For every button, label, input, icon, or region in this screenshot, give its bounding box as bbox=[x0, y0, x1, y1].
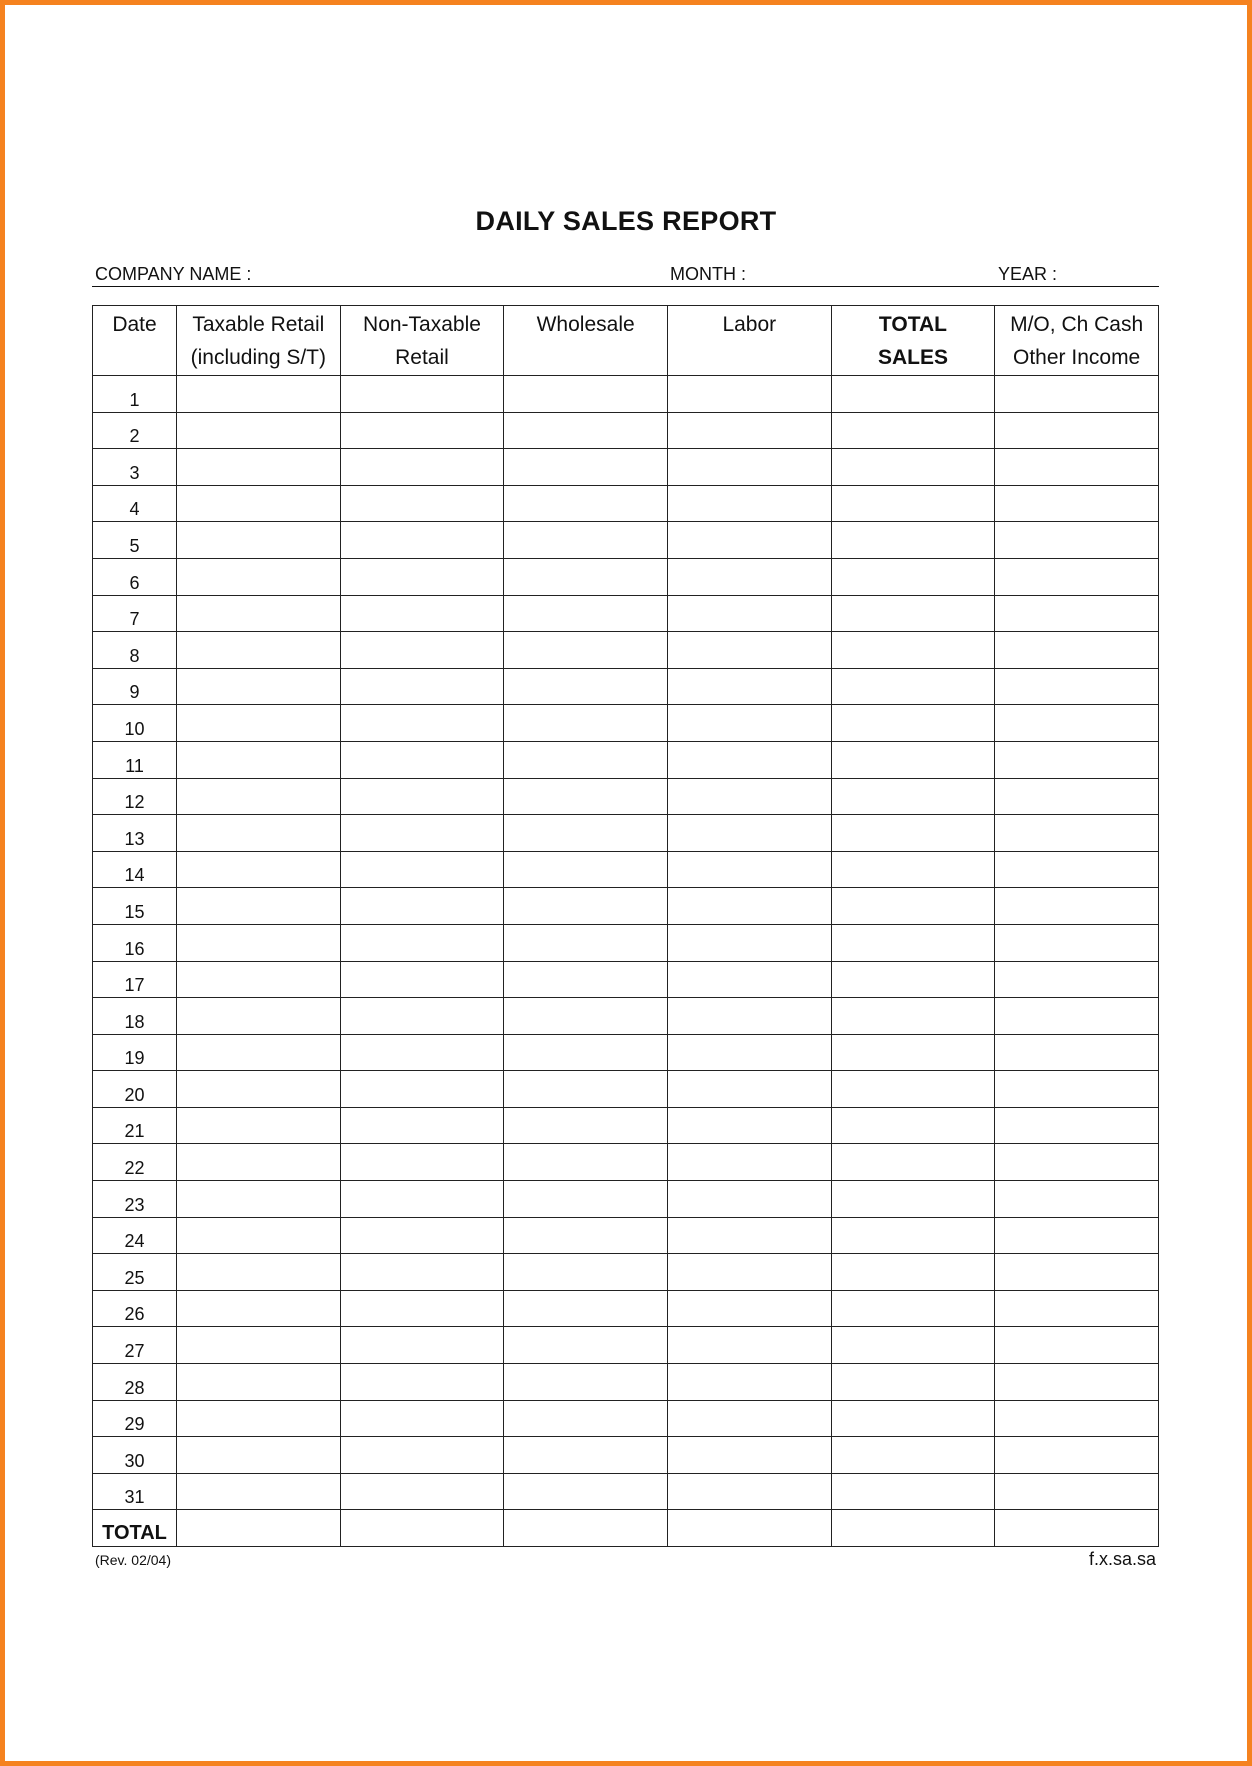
table-row bbox=[93, 1107, 1159, 1144]
total-sales-cell[interactable] bbox=[831, 1107, 995, 1144]
table-row bbox=[93, 1327, 1159, 1364]
labor-cell[interactable] bbox=[667, 449, 831, 486]
date-cell: 28 bbox=[93, 1364, 177, 1401]
non-taxable-retail-cell[interactable] bbox=[340, 1327, 504, 1364]
date-cell: 9 bbox=[93, 668, 177, 705]
taxable-retail-cell[interactable] bbox=[177, 595, 341, 632]
non-taxable-retail-cell[interactable] bbox=[340, 1290, 504, 1327]
date-cell: 30 bbox=[93, 1437, 177, 1474]
labor-cell[interactable] bbox=[667, 998, 831, 1035]
labor-cell[interactable] bbox=[667, 522, 831, 559]
total-sales-cell[interactable] bbox=[831, 815, 995, 852]
other-income-cell[interactable] bbox=[995, 595, 1159, 632]
header-info-line bbox=[92, 264, 1159, 287]
date-cell: 27 bbox=[93, 1327, 177, 1364]
date-cell: 15 bbox=[93, 888, 177, 925]
non-taxable-retail-cell[interactable] bbox=[340, 741, 504, 778]
wholesale-cell[interactable] bbox=[504, 1364, 668, 1401]
taxable-retail-cell[interactable] bbox=[177, 1071, 341, 1108]
other-income-cell[interactable] bbox=[995, 1254, 1159, 1291]
non-taxable-retail-cell[interactable] bbox=[340, 1181, 504, 1218]
wholesale-cell[interactable] bbox=[504, 1107, 668, 1144]
other-income-cell[interactable] bbox=[995, 1510, 1159, 1547]
wholesale-cell[interactable] bbox=[504, 1217, 668, 1254]
non-taxable-retail-cell[interactable] bbox=[340, 1437, 504, 1474]
labor-cell[interactable] bbox=[667, 1217, 831, 1254]
total-sales-cell[interactable] bbox=[831, 924, 995, 961]
wholesale-cell[interactable] bbox=[504, 1290, 668, 1327]
total-sales-cell[interactable] bbox=[831, 961, 995, 998]
table-row bbox=[93, 1290, 1159, 1327]
non-taxable-retail-cell[interactable] bbox=[340, 449, 504, 486]
table-row bbox=[93, 1181, 1159, 1218]
wholesale-cell[interactable] bbox=[504, 1473, 668, 1510]
taxable-retail-cell[interactable] bbox=[177, 998, 341, 1035]
wholesale-cell[interactable] bbox=[504, 888, 668, 925]
wholesale-cell[interactable] bbox=[504, 376, 668, 413]
non-taxable-retail-cell[interactable] bbox=[340, 558, 504, 595]
total-sales-cell[interactable] bbox=[831, 1217, 995, 1254]
total-sales-cell[interactable] bbox=[831, 851, 995, 888]
date-cell: 14 bbox=[93, 851, 177, 888]
non-taxable-retail-cell[interactable] bbox=[340, 1107, 504, 1144]
total-sales-cell[interactable] bbox=[831, 412, 995, 449]
taxable-retail-cell[interactable] bbox=[177, 1510, 341, 1547]
other-income-cell[interactable] bbox=[995, 1437, 1159, 1474]
table-row bbox=[93, 1217, 1159, 1254]
other-income-cell[interactable] bbox=[995, 998, 1159, 1035]
table-row bbox=[93, 1254, 1159, 1291]
labor-cell[interactable] bbox=[667, 485, 831, 522]
labor-cell[interactable] bbox=[667, 632, 831, 669]
labor-cell[interactable] bbox=[667, 1364, 831, 1401]
taxable-retail-cell[interactable] bbox=[177, 1327, 341, 1364]
other-income-cell[interactable] bbox=[995, 1400, 1159, 1437]
date-cell: 17 bbox=[93, 961, 177, 998]
table-row bbox=[93, 705, 1159, 742]
labor-cell[interactable] bbox=[667, 668, 831, 705]
non-taxable-retail-cell[interactable] bbox=[340, 1144, 504, 1181]
revision-note: (Rev. 02/04) bbox=[95, 1552, 171, 1568]
table-row bbox=[93, 1473, 1159, 1510]
taxable-retail-cell[interactable] bbox=[177, 1400, 341, 1437]
labor-cell[interactable] bbox=[667, 1254, 831, 1291]
taxable-retail-cell[interactable] bbox=[177, 1034, 341, 1071]
labor-cell[interactable] bbox=[667, 1437, 831, 1474]
date-cell: 16 bbox=[93, 924, 177, 961]
non-taxable-retail-cell[interactable] bbox=[340, 1510, 504, 1547]
other-income-cell[interactable] bbox=[995, 1144, 1159, 1181]
taxable-retail-cell[interactable] bbox=[177, 449, 341, 486]
other-income-cell[interactable] bbox=[995, 1364, 1159, 1401]
non-taxable-retail-cell[interactable] bbox=[340, 376, 504, 413]
total-sales-cell[interactable] bbox=[831, 522, 995, 559]
wholesale-cell[interactable] bbox=[504, 1181, 668, 1218]
wholesale-cell[interactable] bbox=[504, 668, 668, 705]
total-sales-cell[interactable] bbox=[831, 1364, 995, 1401]
table-row bbox=[93, 1144, 1159, 1181]
labor-cell[interactable] bbox=[667, 815, 831, 852]
other-income-cell[interactable] bbox=[995, 412, 1159, 449]
other-income-cell[interactable] bbox=[995, 815, 1159, 852]
date-cell: 24 bbox=[93, 1217, 177, 1254]
date-cell: TOTAL bbox=[93, 1510, 177, 1547]
labor-cell[interactable] bbox=[667, 1034, 831, 1071]
non-taxable-retail-cell[interactable] bbox=[340, 632, 504, 669]
labor-cell[interactable] bbox=[667, 1327, 831, 1364]
non-taxable-retail-cell[interactable] bbox=[340, 778, 504, 815]
non-taxable-retail-cell[interactable] bbox=[340, 961, 504, 998]
other-income-cell[interactable] bbox=[995, 1473, 1159, 1510]
date-cell: 20 bbox=[93, 1071, 177, 1108]
date-cell: 18 bbox=[93, 998, 177, 1035]
total-sales-cell[interactable] bbox=[831, 558, 995, 595]
labor-cell[interactable] bbox=[667, 1144, 831, 1181]
other-income-cell[interactable] bbox=[995, 449, 1159, 486]
taxable-retail-cell[interactable] bbox=[177, 1181, 341, 1218]
wholesale-cell[interactable] bbox=[504, 1400, 668, 1437]
non-taxable-retail-cell[interactable] bbox=[340, 412, 504, 449]
taxable-retail-cell[interactable] bbox=[177, 668, 341, 705]
wholesale-cell[interactable] bbox=[504, 1437, 668, 1474]
non-taxable-retail-cell[interactable] bbox=[340, 815, 504, 852]
total-sales-cell[interactable] bbox=[831, 1034, 995, 1071]
labor-cell[interactable] bbox=[667, 851, 831, 888]
labor-cell[interactable] bbox=[667, 705, 831, 742]
total-sales-cell[interactable] bbox=[831, 595, 995, 632]
date-cell: 19 bbox=[93, 1034, 177, 1071]
non-taxable-retail-cell[interactable] bbox=[340, 705, 504, 742]
table-row bbox=[93, 741, 1159, 778]
labor-cell[interactable] bbox=[667, 1107, 831, 1144]
labor-cell[interactable] bbox=[667, 961, 831, 998]
total-sales-cell[interactable] bbox=[831, 1254, 995, 1291]
non-taxable-retail-cell[interactable] bbox=[340, 485, 504, 522]
table-row bbox=[93, 595, 1159, 632]
labor-cell[interactable] bbox=[667, 1400, 831, 1437]
non-taxable-retail-cell[interactable] bbox=[340, 1071, 504, 1108]
labor-cell[interactable] bbox=[667, 1181, 831, 1218]
other-income-cell[interactable] bbox=[995, 924, 1159, 961]
table-row bbox=[93, 888, 1159, 925]
other-income-cell[interactable] bbox=[995, 376, 1159, 413]
total-sales-cell[interactable] bbox=[831, 1071, 995, 1108]
date-cell: 8 bbox=[93, 632, 177, 669]
taxable-retail-cell[interactable] bbox=[177, 376, 341, 413]
date-cell: 26 bbox=[93, 1290, 177, 1327]
non-taxable-retail-cell[interactable] bbox=[340, 1034, 504, 1071]
date-cell: 23 bbox=[93, 1181, 177, 1218]
col-header-non-taxable-retail: Non-Taxable Retail bbox=[340, 306, 504, 376]
non-taxable-retail-cell[interactable] bbox=[340, 888, 504, 925]
wholesale-cell[interactable] bbox=[504, 1327, 668, 1364]
labor-cell[interactable] bbox=[667, 741, 831, 778]
total-sales-cell[interactable] bbox=[831, 1327, 995, 1364]
date-cell: 13 bbox=[93, 815, 177, 852]
other-income-cell[interactable] bbox=[995, 1071, 1159, 1108]
labor-cell[interactable] bbox=[667, 1290, 831, 1327]
other-income-cell[interactable] bbox=[995, 522, 1159, 559]
labor-cell[interactable] bbox=[667, 1473, 831, 1510]
labor-cell[interactable] bbox=[667, 1510, 831, 1547]
taxable-retail-cell[interactable] bbox=[177, 632, 341, 669]
taxable-retail-cell[interactable] bbox=[177, 558, 341, 595]
wholesale-cell[interactable] bbox=[504, 924, 668, 961]
date-cell: 25 bbox=[93, 1254, 177, 1291]
wholesale-cell[interactable] bbox=[504, 485, 668, 522]
non-taxable-retail-cell[interactable] bbox=[340, 1217, 504, 1254]
table-row bbox=[93, 632, 1159, 669]
taxable-retail-cell[interactable] bbox=[177, 705, 341, 742]
wholesale-cell[interactable] bbox=[504, 705, 668, 742]
col-header-date: Date bbox=[93, 306, 177, 376]
col-header-labor: Labor bbox=[667, 306, 831, 376]
table-row bbox=[93, 522, 1159, 559]
date-cell: 7 bbox=[93, 595, 177, 632]
table-row bbox=[93, 668, 1159, 705]
taxable-retail-cell[interactable] bbox=[177, 485, 341, 522]
taxable-retail-cell[interactable] bbox=[177, 412, 341, 449]
col-header-wholesale: Wholesale bbox=[504, 306, 668, 376]
sales-table bbox=[92, 305, 1159, 1547]
taxable-retail-cell[interactable] bbox=[177, 924, 341, 961]
non-taxable-retail-cell[interactable] bbox=[340, 668, 504, 705]
month-label: MONTH : bbox=[670, 264, 746, 284]
labor-cell[interactable] bbox=[667, 778, 831, 815]
date-cell: 3 bbox=[93, 449, 177, 486]
other-income-cell[interactable] bbox=[995, 485, 1159, 522]
wholesale-cell[interactable] bbox=[504, 1071, 668, 1108]
table-row bbox=[93, 412, 1159, 449]
total-sales-cell[interactable] bbox=[831, 376, 995, 413]
non-taxable-retail-cell[interactable] bbox=[340, 924, 504, 961]
total-sales-cell[interactable] bbox=[831, 1437, 995, 1474]
taxable-retail-cell[interactable] bbox=[177, 815, 341, 852]
non-taxable-retail-cell[interactable] bbox=[340, 522, 504, 559]
wholesale-cell[interactable] bbox=[504, 998, 668, 1035]
company-name-label: COMPANY NAME : bbox=[95, 264, 252, 284]
total-sales-cell[interactable] bbox=[831, 888, 995, 925]
total-sales-cell[interactable] bbox=[831, 998, 995, 1035]
table-row bbox=[93, 998, 1159, 1035]
wholesale-cell[interactable] bbox=[504, 595, 668, 632]
wholesale-cell[interactable] bbox=[504, 1510, 668, 1547]
labor-cell[interactable] bbox=[667, 888, 831, 925]
table-row bbox=[93, 449, 1159, 486]
labor-cell[interactable] bbox=[667, 924, 831, 961]
table-row bbox=[93, 485, 1159, 522]
taxable-retail-cell[interactable] bbox=[177, 1144, 341, 1181]
date-cell: 22 bbox=[93, 1144, 177, 1181]
total-sales-cell[interactable] bbox=[831, 1144, 995, 1181]
col-header-other-income: M/O, Ch Cash Other Income bbox=[995, 306, 1159, 376]
date-cell: 5 bbox=[93, 522, 177, 559]
date-cell: 29 bbox=[93, 1400, 177, 1437]
non-taxable-retail-cell[interactable] bbox=[340, 1364, 504, 1401]
wholesale-cell[interactable] bbox=[504, 961, 668, 998]
report-title: DAILY SALES REPORT bbox=[475, 206, 777, 236]
taxable-retail-cell[interactable] bbox=[177, 1473, 341, 1510]
table-row bbox=[93, 376, 1159, 413]
total-sales-cell[interactable] bbox=[831, 1181, 995, 1218]
taxable-retail-cell[interactable] bbox=[177, 1254, 341, 1291]
total-sales-cell[interactable] bbox=[831, 1510, 995, 1547]
table-row bbox=[93, 924, 1159, 961]
date-cell: 12 bbox=[93, 778, 177, 815]
table-row bbox=[93, 1034, 1159, 1071]
non-taxable-retail-cell[interactable] bbox=[340, 998, 504, 1035]
wholesale-cell[interactable] bbox=[504, 741, 668, 778]
wholesale-cell[interactable] bbox=[504, 412, 668, 449]
date-cell: 11 bbox=[93, 741, 177, 778]
total-sales-cell[interactable] bbox=[831, 449, 995, 486]
other-income-cell[interactable] bbox=[995, 1034, 1159, 1071]
table-row bbox=[93, 961, 1159, 998]
wholesale-cell[interactable] bbox=[504, 1254, 668, 1291]
date-cell: 31 bbox=[93, 1473, 177, 1510]
total-sales-cell[interactable] bbox=[831, 705, 995, 742]
non-taxable-retail-cell[interactable] bbox=[340, 595, 504, 632]
wholesale-cell[interactable] bbox=[504, 449, 668, 486]
total-row bbox=[93, 1510, 1159, 1547]
other-income-cell[interactable] bbox=[995, 558, 1159, 595]
table-row bbox=[93, 778, 1159, 815]
total-sales-cell[interactable] bbox=[831, 741, 995, 778]
total-sales-cell[interactable] bbox=[831, 632, 995, 669]
non-taxable-retail-cell[interactable] bbox=[340, 1254, 504, 1291]
taxable-retail-cell[interactable] bbox=[177, 1290, 341, 1327]
other-income-cell[interactable] bbox=[995, 705, 1159, 742]
date-cell: 6 bbox=[93, 558, 177, 595]
total-sales-cell[interactable] bbox=[831, 485, 995, 522]
date-cell: 4 bbox=[93, 485, 177, 522]
wholesale-cell[interactable] bbox=[504, 778, 668, 815]
other-income-cell[interactable] bbox=[995, 888, 1159, 925]
labor-cell[interactable] bbox=[667, 376, 831, 413]
total-sales-cell[interactable] bbox=[831, 1290, 995, 1327]
total-sales-cell[interactable] bbox=[831, 778, 995, 815]
col-header-taxable-retail: Taxable Retail (including S/T) bbox=[177, 306, 341, 376]
table-row bbox=[93, 558, 1159, 595]
taxable-retail-cell[interactable] bbox=[177, 1217, 341, 1254]
other-income-cell[interactable] bbox=[995, 1181, 1159, 1218]
wholesale-cell[interactable] bbox=[504, 851, 668, 888]
taxable-retail-cell[interactable] bbox=[177, 851, 341, 888]
col-header-total-sales: TOTAL SALES bbox=[831, 306, 995, 376]
total-sales-cell[interactable] bbox=[831, 1400, 995, 1437]
taxable-retail-cell[interactable] bbox=[177, 888, 341, 925]
other-income-cell[interactable] bbox=[995, 741, 1159, 778]
taxable-retail-cell[interactable] bbox=[177, 741, 341, 778]
date-cell: 10 bbox=[93, 705, 177, 742]
labor-cell[interactable] bbox=[667, 558, 831, 595]
table-row bbox=[93, 1400, 1159, 1437]
taxable-retail-cell[interactable] bbox=[177, 1437, 341, 1474]
wholesale-cell[interactable] bbox=[504, 632, 668, 669]
date-cell: 2 bbox=[93, 412, 177, 449]
other-income-cell[interactable] bbox=[995, 1327, 1159, 1364]
taxable-retail-cell[interactable] bbox=[177, 1364, 341, 1401]
taxable-retail-cell[interactable] bbox=[177, 961, 341, 998]
date-cell: 21 bbox=[93, 1107, 177, 1144]
table-row bbox=[93, 851, 1159, 888]
table-row bbox=[93, 1364, 1159, 1401]
total-sales-cell[interactable] bbox=[831, 1473, 995, 1510]
other-income-cell[interactable] bbox=[995, 778, 1159, 815]
other-income-cell[interactable] bbox=[995, 1107, 1159, 1144]
table-row bbox=[93, 1437, 1159, 1474]
taxable-retail-cell[interactable] bbox=[177, 522, 341, 559]
year-label: YEAR : bbox=[998, 264, 1058, 284]
table-row bbox=[93, 1071, 1159, 1108]
non-taxable-retail-cell[interactable] bbox=[340, 851, 504, 888]
total-sales-cell[interactable] bbox=[831, 668, 995, 705]
taxable-retail-cell[interactable] bbox=[177, 778, 341, 815]
non-taxable-retail-cell[interactable] bbox=[340, 1400, 504, 1437]
header-row bbox=[93, 306, 1159, 376]
other-income-cell[interactable] bbox=[995, 632, 1159, 669]
wholesale-cell[interactable] bbox=[504, 522, 668, 559]
credit-text: f.x.sa.sa bbox=[1088, 1549, 1156, 1569]
other-income-cell[interactable] bbox=[995, 1290, 1159, 1327]
other-income-cell[interactable] bbox=[995, 668, 1159, 705]
labor-cell[interactable] bbox=[667, 1071, 831, 1108]
labor-cell[interactable] bbox=[667, 412, 831, 449]
wholesale-cell[interactable] bbox=[504, 558, 668, 595]
non-taxable-retail-cell[interactable] bbox=[340, 1473, 504, 1510]
other-income-cell[interactable] bbox=[995, 1217, 1159, 1254]
wholesale-cell[interactable] bbox=[504, 815, 668, 852]
date-cell: 1 bbox=[93, 376, 177, 413]
wholesale-cell[interactable] bbox=[504, 1144, 668, 1181]
taxable-retail-cell[interactable] bbox=[177, 1107, 341, 1144]
wholesale-cell[interactable] bbox=[504, 1034, 668, 1071]
labor-cell[interactable] bbox=[667, 595, 831, 632]
other-income-cell[interactable] bbox=[995, 961, 1159, 998]
table-row bbox=[93, 815, 1159, 852]
other-income-cell[interactable] bbox=[995, 851, 1159, 888]
